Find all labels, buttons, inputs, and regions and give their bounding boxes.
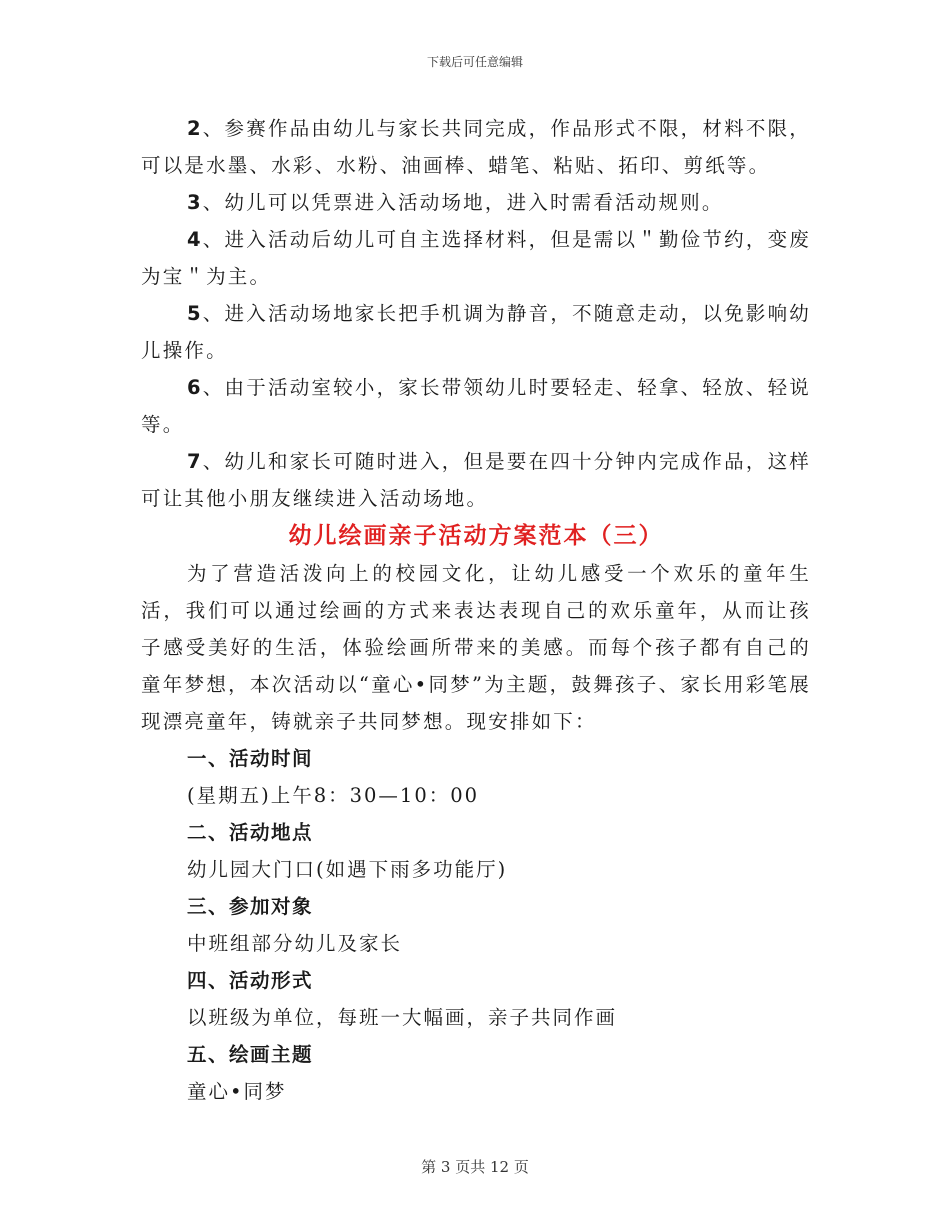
rule-number: 7	[187, 450, 203, 473]
rule-text: 、幼儿和家长可随时进入，但是要在四十分钟内完成作品，这样可让其他小朋友继续进入活动场地。	[141, 450, 811, 510]
rule-text: 、进入活动后幼儿可自主选择材料，但是需以＂勤俭节约，变废为宝＂为主。	[141, 228, 811, 288]
rule-number: 3	[187, 191, 203, 214]
section-body: 以班级为单位，每班一大幅画，亲子共同作画	[187, 1006, 618, 1029]
section-title: 幼儿绘画亲子活动方案范本（三）	[288, 522, 664, 549]
section-body: 童心•同梦	[187, 1080, 287, 1103]
rule-text: 、由于活动室较小，家长带领幼儿时要轻走、轻拿、轻放、轻说等。	[141, 376, 811, 436]
rule-item	[141, 184, 811, 221]
section-body: 幼儿园大门口(如遇下雨多功能厅)	[187, 858, 508, 881]
rule-number: 4	[187, 228, 203, 251]
rule-text: 、参赛作品由幼儿与家长共同完成，作品形式不限，材料不限，可以是水墨、水彩、水粉、油画棒、蜡笔、粘贴、拓印、剪纸等。	[141, 117, 811, 177]
section-heading: 四、活动形式	[187, 969, 314, 992]
rule-text: 、进入活动场地家长把手机调为静音，不随意走动，以免影响幼儿操作。	[141, 302, 811, 362]
page-footer: 第 3 页共 12 页	[421, 1158, 529, 1176]
rule-item	[141, 110, 811, 184]
section-body: (星期五)上午8：30—10：00	[187, 784, 480, 807]
section-heading: 二、活动地点	[187, 821, 314, 844]
section-heading: 五、绘画主题	[187, 1043, 314, 1066]
intro-paragraph: 为了营造活泼向上的校园文化，让幼儿感受一个欢乐的童年生活，我们可以通过绘画的方式来表达表现自己的欢乐童年，从而让孩子感受美好的生活，体验绘画所带来的美感。而每个孩子都有自己的童年梦想，本次活动以“童心•同梦”为主题，鼓舞孩子、家长用彩笔展现漂亮童年，铸就亲子共同梦想。现安排如下：	[141, 562, 811, 733]
rule-number: 5	[187, 302, 203, 325]
rule-item	[141, 221, 811, 295]
section-heading: 三、参加对象	[187, 895, 314, 918]
rule-item	[141, 369, 811, 443]
section-heading: 一、活动时间	[187, 747, 314, 770]
page-content	[141, 110, 811, 1110]
rule-number: 2	[187, 117, 203, 140]
rule-item	[141, 443, 811, 517]
rule-item	[141, 295, 811, 369]
rule-text: 、幼儿可以凭票进入活动场地，进入时需看活动规则。	[202, 191, 724, 214]
rule-number: 6	[187, 376, 203, 399]
section-body: 中班组部分幼儿及家长	[187, 932, 403, 955]
page-header: 下载后可任意编辑	[426, 55, 523, 69]
